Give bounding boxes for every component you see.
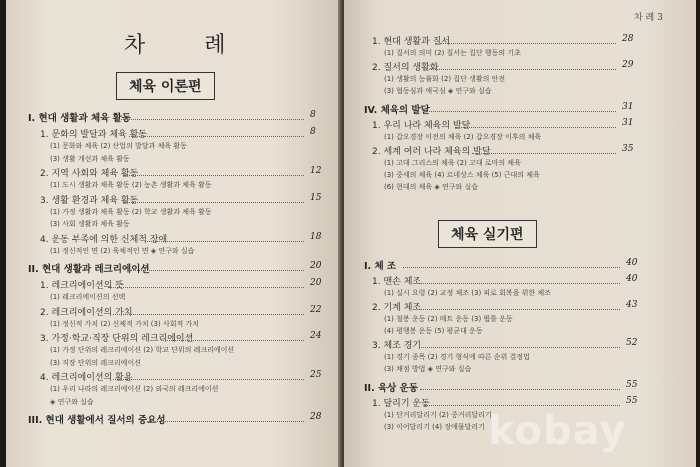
page-number: 31: [622, 118, 634, 128]
toc-entry-text: 1. 현대 생활과 질서: [372, 37, 451, 47]
toc-entry-text: II. 육상 운동: [364, 383, 419, 394]
toc-entry-text: II. 현대 생활과 레크리에이션: [28, 264, 150, 275]
toc-entry-text: (3) 사회 생활과 체육 활동: [50, 220, 130, 228]
toc-entry-text: 3. 생활 환경과 체육 활동: [40, 195, 139, 206]
leader-dots: [403, 267, 620, 268]
page-number: 22: [310, 304, 322, 315]
toc-entry-text: 3. 체조 경기: [372, 341, 422, 351]
page-number: 35: [622, 144, 634, 154]
toc-entry-text: (1) 레크리에이션의 선택: [50, 293, 126, 301]
leader-dots: [419, 309, 620, 310]
toc-entry-text: 2. 레크리에이션의 가치: [40, 307, 133, 318]
toc-entry-text: (1) 경기 종목 (2) 경기 형식에 따른 순위 결정법: [384, 353, 530, 361]
toc-entry-text: (1) 생활의 능률화 (2) 집단 생활의 안전: [384, 75, 506, 83]
toc-entry-text: III. 현대 생활에서 질서의 중요성: [28, 415, 166, 426]
leader-dots: [456, 127, 616, 128]
page-number: 12: [310, 166, 322, 176]
section-box-theory: 체육 이론편: [116, 72, 215, 100]
toc-entry-text: (1) 실시 요령 (2) 교정 체조 (3) 피로 회복을 위한 체조: [384, 289, 551, 297]
leader-dots: [108, 287, 304, 288]
toc-entry-text: (1) 정신적 가치 (2) 신체적 가치 (3) 사회적 가치: [50, 319, 199, 328]
page-number: 20: [310, 261, 322, 271]
leader-dots: [426, 111, 616, 112]
leader-dots: [419, 347, 620, 348]
toc-entry-text: 2. 세계 여러 나라 체육의 발달: [372, 147, 491, 157]
toc-entry-text: (3) 생활 개선과 체육 활동: [50, 154, 130, 163]
page-number: 15: [310, 192, 322, 203]
leader-dots: [419, 283, 620, 284]
page-number: 8: [310, 110, 316, 120]
toc-entry-text: (1) 도시 생활과 체육 활동 (2) 농촌 생활과 체육 활동: [50, 181, 212, 189]
page-number: 52: [626, 338, 638, 348]
toc-entry-text: ◈ 연구와 실습: [50, 397, 94, 406]
leader-dots: [118, 119, 304, 120]
leader-dots: [145, 241, 304, 242]
left-page: [6, 0, 342, 467]
page-number: 55: [626, 396, 638, 406]
leader-dots: [420, 389, 620, 390]
page-number: 40: [626, 258, 638, 268]
page-number: 31: [622, 102, 634, 112]
toc-entry-text: (3) 협동심과 애국심 ◈ 연구와 실습: [384, 87, 492, 95]
toc-entry-text: 1. 레크리에이션의 뜻: [40, 281, 124, 291]
page-number: 8: [310, 127, 316, 137]
toc-entry-text: 1. 우리 나라 체육의 발달: [372, 121, 471, 131]
toc-entry-text: (3) 직장 단위의 레크리에이션: [50, 358, 141, 367]
toc-entry-text: 2. 기계 체조: [372, 303, 422, 313]
toc-entry-text: (1) 우리 나라의 레크리에이션 (2) 외국의 레크리에이션: [50, 385, 219, 393]
toc-entry-text: (4) 평행봉 운동 (5) 평균대 운동: [384, 327, 483, 335]
toc-entry-text: 2. 지역 사회와 체육 활동: [40, 169, 139, 179]
toc-entry-text: (1) 고대 그리스의 체육 (2) 고대 로마의 체육: [384, 159, 521, 167]
leader-dots: [124, 175, 304, 176]
leader-dots: [113, 314, 304, 315]
leader-dots: [124, 202, 304, 203]
page-number: 40: [626, 274, 638, 284]
leader-dots: [147, 421, 304, 422]
toc-entry-text: 1. 문화의 발달과 체육 활동: [40, 130, 147, 140]
leader-dots: [440, 43, 616, 44]
page-number: 29: [622, 60, 634, 70]
leader-dots: [161, 340, 304, 341]
toc-entry-text: 4. 레크리에이션의 활용: [40, 373, 133, 383]
toc-entry-text: (1) 철봉 운동 (2) 매트 운동 (3) 뜀틀 운동: [384, 315, 513, 323]
leader-dots: [129, 136, 304, 137]
toc-entry-text: (1) 가정 단위의 레크리에이션 (2) 학교 단위의 레크리에이션: [50, 346, 235, 354]
section-box-practice: 체육 실기편: [438, 220, 537, 248]
toc-entry-text: 4. 운동 부족에 의한 신체적 장애: [40, 234, 168, 245]
page-number: 28: [310, 412, 322, 422]
toc-entry-text: 2. 질서의 생활화: [372, 63, 439, 73]
watermark: kobay: [488, 408, 627, 454]
page-number: 55: [626, 380, 638, 390]
toc-entry-text: (1) 문화와 체육 (2) 산업의 발달과 체육 활동: [50, 142, 187, 150]
toc-entry-text: 1. 달리기 운동: [372, 399, 430, 409]
toc-entry-text: (1) 정신적인 면 (2) 육체적인 면 ◈ 연구와 실습: [50, 246, 195, 255]
page-header: 차 례 3: [634, 13, 663, 23]
right-page: [344, 0, 696, 467]
toc-entry-text: (1) 질서의 의미 (2) 질서는 집단 행동의 기초: [384, 49, 521, 57]
page-number: 28: [622, 34, 634, 44]
leader-dots: [113, 379, 304, 380]
leader-dots: [424, 405, 620, 406]
toc-title: 차 례: [124, 33, 252, 58]
toc-entry-text: 1. 맨손 체조: [372, 277, 422, 287]
page-number: 25: [310, 370, 322, 380]
toc-entry-text: (1) 갑오경장 이전의 체육 (2) 갑오경장 이후의 체육: [384, 133, 542, 141]
page-number: 43: [626, 300, 638, 310]
page-number: 18: [310, 231, 322, 242]
toc-entry-text: (3) 채점 방법 ◈ 연구와 실습: [384, 365, 472, 373]
page-number: 20: [310, 278, 322, 288]
toc-entry-text: I. 체 조: [364, 261, 397, 272]
toc-entry-text: 3. 가정·학교·직장 단위의 레크리에이션: [40, 334, 194, 344]
toc-entry-text: (3) 중세의 체육 (4) 르네상스 체육 (5) 근대의 체육: [384, 171, 540, 179]
leader-dots: [429, 69, 616, 70]
toc-entry-text: (3) 이어달리기 (4) 장애물달리기: [384, 423, 485, 431]
toc-entry-text: I. 현대 생활과 체육 활동: [28, 113, 131, 124]
toc-entry-text: (1) 가정 생활과 체육 활동 (2) 학교 생활과 체육 활동: [50, 207, 212, 216]
toc-entry-text: (6) 현대의 체육 ◈ 연구와 실습: [384, 183, 479, 191]
page-number: 24: [310, 331, 322, 341]
toc-entry-text: (1) 단거리달리기 (2) 중거리달리기: [384, 411, 492, 419]
leader-dots: [472, 153, 616, 154]
leader-dots: [130, 270, 304, 271]
toc-entry-text: IV. 체육의 발달: [364, 105, 430, 116]
